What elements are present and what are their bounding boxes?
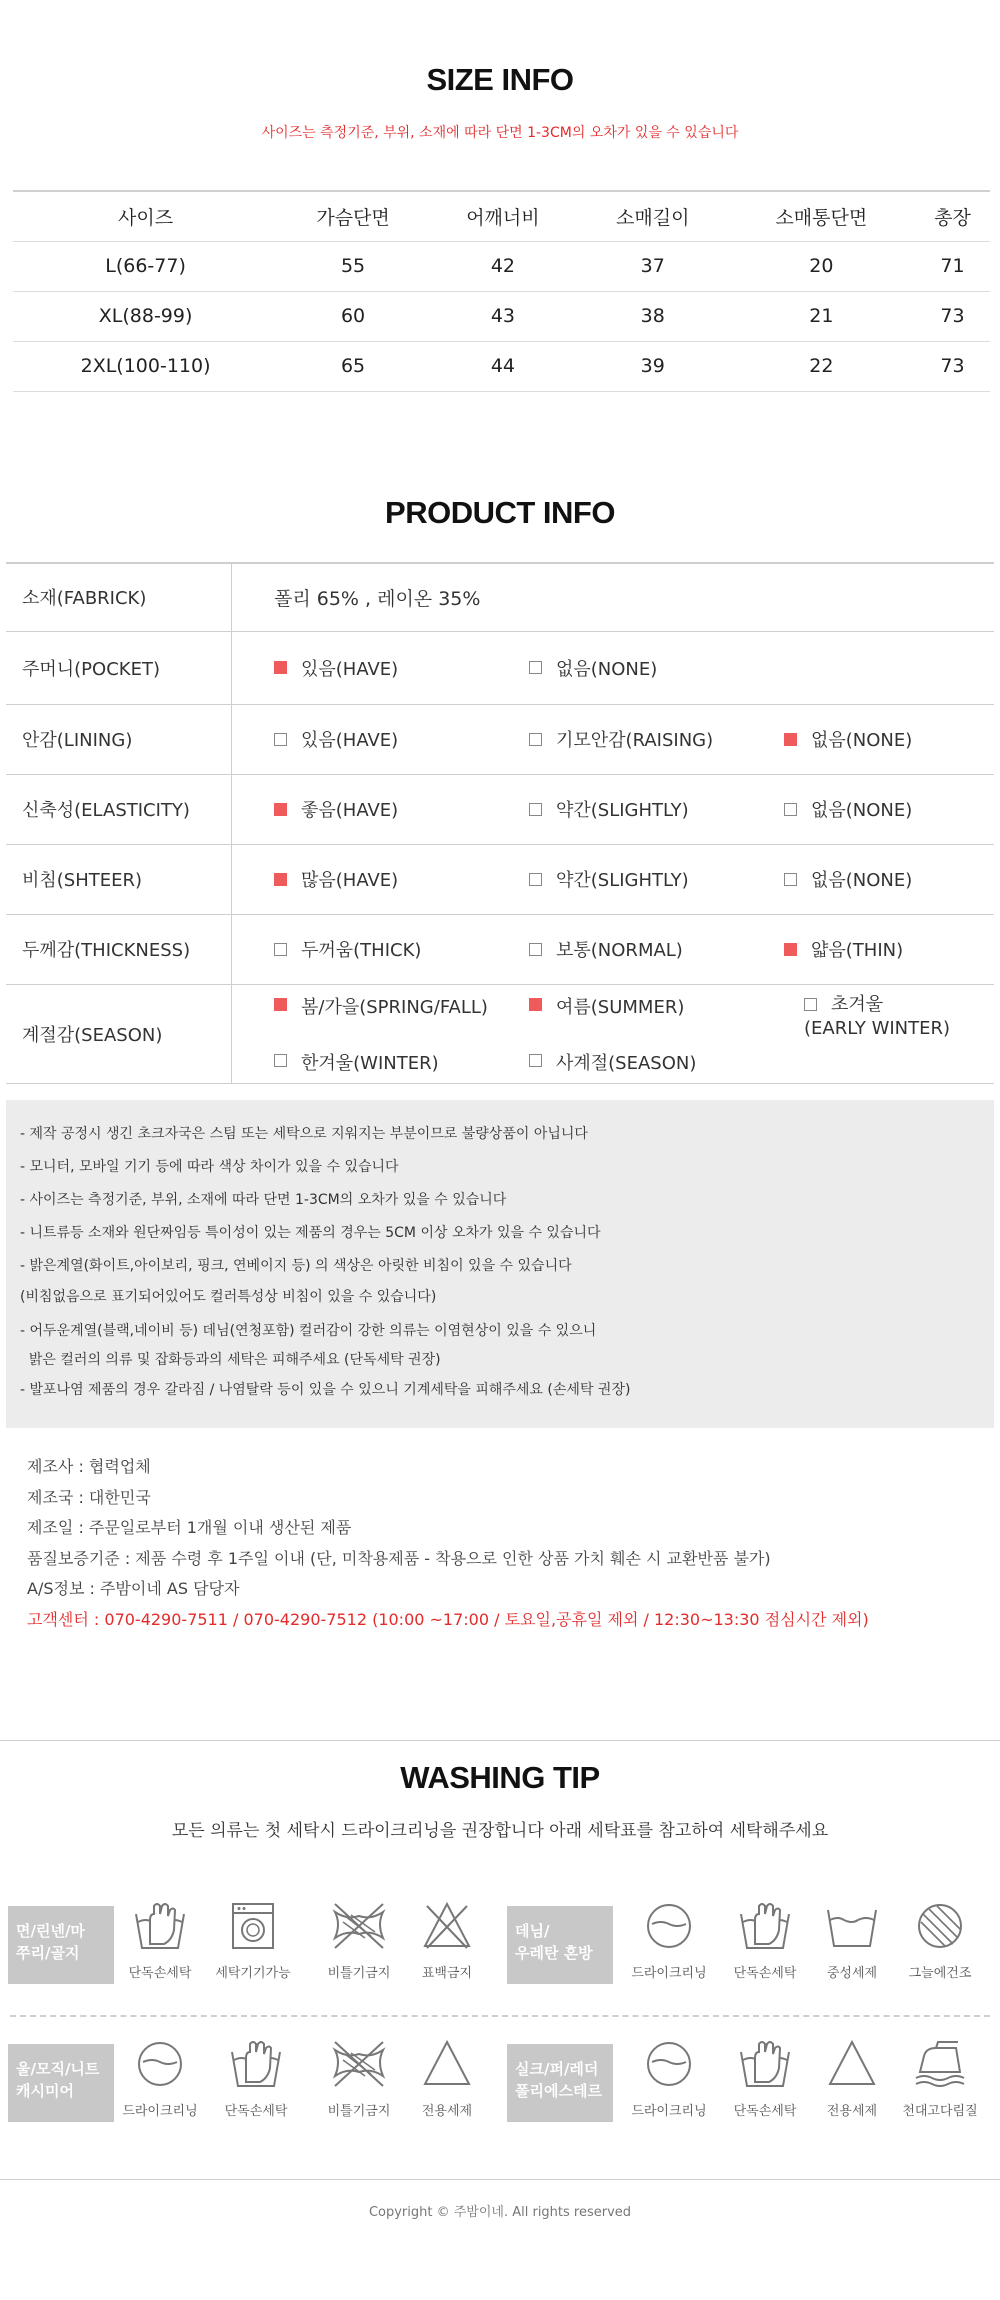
table-row [6,844,994,914]
size-cell: 39 [578,341,728,391]
wash-item [392,2038,502,2119]
size-cell: L(66-77) [13,241,278,291]
elasticity-label: 신축성(ELASTICITY) [6,774,232,844]
checkbox-icon [274,1054,287,1067]
dry-clean-icon [134,2038,186,2090]
option-label: 약간(SLIGHTLY) [556,870,689,891]
wash-label: 비틀기금지 [327,2104,391,2119]
checkbox-icon [529,803,542,816]
no-wring-icon [331,1900,387,1952]
size-cell: 65 [278,341,428,391]
option-item [274,796,529,822]
size-cell: 71 [915,241,990,291]
maker-info [27,1452,869,1635]
option-item [529,866,784,892]
option-label: 없음(NONE) [811,870,913,891]
washing-tip-title: WASHING TIP [400,1760,600,1795]
hand-wash-icon [737,2038,793,2090]
size-cell: 73 [915,291,990,341]
hand-wash-icon [228,2038,284,2090]
option-label: 있음(HAVE) [301,658,399,680]
wash-item [105,2038,215,2119]
product-info-title: PRODUCT INFO [385,495,615,530]
size-header-cell: 소매통단면 [728,191,915,241]
option-label: 없음(NONE) [556,658,658,680]
pocket-label: 주머니(POCKET) [6,631,232,704]
wash-item [614,1900,724,1981]
option-label: 여름(SUMMER) [556,996,685,1018]
option-item [784,796,974,822]
size-header-cell: 어깨너비 [428,191,578,241]
option-label-sub: (EARLY WINTER) [804,1017,951,1039]
wash-category-wool [8,2044,114,2122]
wash-label: 중성세제 [826,1966,878,1981]
checkbox-icon [274,873,287,886]
checkbox-icon [529,873,542,886]
wash-label: 단독손세탁 [224,2104,288,2119]
copyright: Copyright © 주밤이네. All rights reserved [368,2205,632,2220]
wash-item [201,2038,311,2119]
checkbox-icon [274,998,287,1011]
pocket-options [232,631,995,704]
category-line: 쭈리/골지 [16,1944,80,1962]
option-label: 없음(NONE) [811,800,913,821]
washing-machine-icon [228,1900,278,1952]
option-item [529,1049,804,1075]
iron-cloth-icon [912,2038,968,2090]
notice-line: 밝은 컬러의 의류 및 잡화등과의 세탁은 피해주세요 (단독세탁 권장) [20,1352,441,1368]
size-info-note: 사이즈는 측정기준, 부위, 소재에 따라 단면 1-3CM의 오차가 있을 수 있습니다 [261,125,739,141]
thickness-options [232,914,995,984]
checkbox-icon [529,943,542,956]
category-line: 폴리에스테르 [515,2082,602,2100]
wash-item [198,1900,308,1981]
wash-label: 천대고다림질 [902,2104,978,2119]
option-label: 보통(NORMAL) [556,940,683,961]
fabric-label: 소재(FABRICK) [6,563,232,631]
wash-category-cotton [8,1906,114,1984]
hand-wash-icon [132,1900,188,1952]
category-line: 데님/ [515,1922,550,1940]
notice-line: - 발포나염 제품의 경우 갈라짐 / 나염탈락 등이 있을 수 있으니 기계세탁을 피해주세요 (손세탁 권장) [20,1382,631,1398]
divider [0,2179,1000,2180]
lining-label: 안감(LINING) [6,704,232,774]
wash-item [885,2038,995,2119]
option-item [784,866,974,892]
wash-label: 비틀기금지 [327,1966,391,1981]
checkbox-icon [529,733,542,746]
thickness-label: 두께감(THICKNESS) [6,914,232,984]
wash-label: 드라이크리닝 [122,2104,198,2119]
wash-divider [10,2015,990,2017]
notice-line: - 어두운계열(블랙,네이비 등) 데님(연청포함) 컬러감이 강한 의류는 이염현상이 있을 수 있으니 [20,1323,597,1339]
checkbox-icon [274,733,287,746]
option-item [274,726,529,752]
checkbox-icon [784,943,797,956]
maker-line: 제조사 : 협력업체 [27,1457,151,1476]
size-table [13,190,990,392]
size-cell: 37 [578,241,728,291]
notice-line: (비침없음으로 표기되어있어도 컬러특성상 비침이 있을 수 있습니다) [20,1289,437,1305]
size-info-title: SIZE INFO [426,62,574,97]
wash-label: 단독손세탁 [128,1966,192,1981]
table-row [13,341,990,391]
option-label: 얇음(THIN) [811,940,904,961]
option-label: 약간(SLIGHTLY) [556,800,689,821]
option-item [274,866,529,892]
size-header-cell: 가슴단면 [278,191,428,241]
neutral-detergent-icon [824,1900,880,1952]
notice-box [6,1100,994,1428]
table-row [6,774,994,844]
checkbox-icon [529,661,542,674]
option-label: 한겨울(WINTER) [301,1052,439,1074]
category-line: 울/모직/니트 [16,2060,100,2078]
option-label: 있음(HAVE) [301,730,399,751]
size-cell: 20 [728,241,915,291]
category-line: 면/린넨/마 [16,1922,85,1940]
category-line: 우레탄 혼방 [515,1944,593,1962]
notice-line: - 모니터, 모바일 기기 등에 따라 색상 차이가 있을 수 있습니다 [20,1159,399,1175]
shade-dry-icon [913,1900,967,1952]
option-item [274,936,529,962]
option-item [529,796,784,822]
size-table-header [13,191,990,241]
size-cell: 22 [728,341,915,391]
size-cell: 43 [428,291,578,341]
no-wring-icon [331,2038,387,2090]
dry-clean-icon [643,2038,695,2090]
size-cell: XL(88-99) [13,291,278,341]
option-item [529,993,804,1041]
season-label: 계절감(SEASON) [6,984,232,1083]
wash-category-silk [507,2044,613,2122]
size-cell: 2XL(100-110) [13,341,278,391]
notice-line: - 사이즈는 측정기준, 부위, 소재에 따라 단면 1-3CM의 오차가 있을 수 있습니다 [20,1192,507,1208]
size-cell: 73 [915,341,990,391]
size-header-cell: 소매길이 [578,191,728,241]
option-item [529,726,784,752]
divider [0,1740,1000,1741]
checkbox-icon [784,803,797,816]
option-label: 좋음(HAVE) [301,800,399,821]
no-bleach-icon [422,1900,472,1952]
notice-line: - 니트류등 소재와 원단짜임등 특이성이 있는 제품의 경우는 5CM 이상 오차가 있을 수 있습니다 [20,1225,601,1241]
checkbox-icon [274,803,287,816]
notice-line: - 밝은계열(화이트,아이보리, 핑크, 연베이지 등) 의 색상은 아릿한 비침이 있을 수 있습니다 [20,1258,572,1274]
wash-label: 단독손세탁 [733,2104,797,2119]
size-cell: 55 [278,241,428,291]
table-row [13,241,990,291]
customer-center-line: 고객센터 : 070-4290-7511 / 070-4290-7512 (10:00 ~17:00 / 토요일,공휴일 제외 / 12:30~13:30 점심시간 제외) [27,1609,869,1629]
maker-line: A/S정보 : 주밤이네 AS 담당자 [27,1579,240,1598]
table-row [6,914,994,984]
wash-label: 세탁기기가능 [215,1966,291,1981]
fabric-cell [232,563,995,631]
sheer-label: 비침(SHTEER) [6,844,232,914]
size-header-cell: 사이즈 [13,191,278,241]
checkbox-icon [529,1054,542,1067]
option-item [274,655,529,681]
option-item [274,1049,529,1075]
checkbox-icon [274,661,287,674]
size-cell: 60 [278,291,428,341]
wash-category-denim [507,1906,613,1984]
option-label: 없음(NONE) [811,730,913,751]
wash-item [614,2038,724,2119]
wash-item [392,1900,502,1981]
elasticity-options [232,774,995,844]
category-line: 실크/퍼/레더 [515,2060,599,2078]
checkbox-icon [529,998,542,1011]
table-row [6,704,994,774]
special-detergent-icon [827,2038,877,2090]
sheer-options [232,844,995,914]
special-detergent-icon [422,2038,472,2090]
product-info-table [6,562,994,1084]
table-row [6,631,994,704]
wash-label: 표백금지 [421,1966,473,1981]
checkbox-icon [274,943,287,956]
option-item [784,936,974,962]
maker-line: 제조국 : 대한민국 [27,1487,151,1507]
wash-label: 전용세제 [421,2104,473,2119]
washing-tip-subtitle: 모든 의류는 첫 세탁시 드라이크리닝을 권장합니다 아래 세탁표를 참고하여 세탁해주세요 [171,1821,829,1841]
wash-label: 드라이크리닝 [631,1966,707,1981]
option-item [274,993,529,1041]
season-options [232,984,995,1083]
wash-label: 전용세제 [826,2104,878,2119]
maker-line: 품질보증기준 : 제품 수령 후 1주일 이내 (단, 미착용제품 - 착용으로 인한 상품 가치 훼손 시 교환반품 불가) [27,1548,771,1568]
size-cell: 42 [428,241,578,291]
option-label: 봄/가을(SPRING/FALL) [301,996,488,1018]
size-cell: 38 [578,291,728,341]
option-label: 많음(HAVE) [301,870,399,891]
wash-item [885,1900,995,1981]
category-line: 캐시미어 [16,2082,74,2100]
option-label: 기모안감(RAISING) [556,730,714,751]
hand-wash-icon [737,1900,793,1952]
wash-label: 단독손세탁 [733,1966,797,1981]
checkbox-icon [784,873,797,886]
option-label: 사계절(SEASON) [556,1052,697,1074]
option-item [529,936,784,962]
option-item [529,655,784,681]
size-cell: 21 [728,291,915,341]
table-row [6,984,994,1083]
option-label: 두꺼움(THICK) [301,940,422,961]
table-row [6,563,994,631]
option-item [784,726,974,752]
lining-options [232,704,995,774]
size-header-cell: 총장 [915,191,990,241]
notice-line: - 제작 공정시 생긴 초크자국은 스팀 또는 세탁으로 지워지는 부분이므로 불량상품이 아닙니다 [20,1126,588,1142]
table-row [13,291,990,341]
checkbox-icon [804,998,817,1011]
size-cell: 44 [428,341,578,391]
option-label: 초겨울 [831,993,884,1015]
wash-label: 드라이크리닝 [631,2104,707,2119]
wash-label: 그늘에건조 [908,1966,972,1981]
fabric-value: 폴리 65% , 레이온 35% [274,587,481,610]
maker-line: 제조일 : 주문일로부터 1개월 이내 생산된 제품 [27,1518,352,1537]
dry-clean-icon [643,1900,695,1952]
checkbox-icon [784,733,797,746]
option-item [804,993,994,1041]
